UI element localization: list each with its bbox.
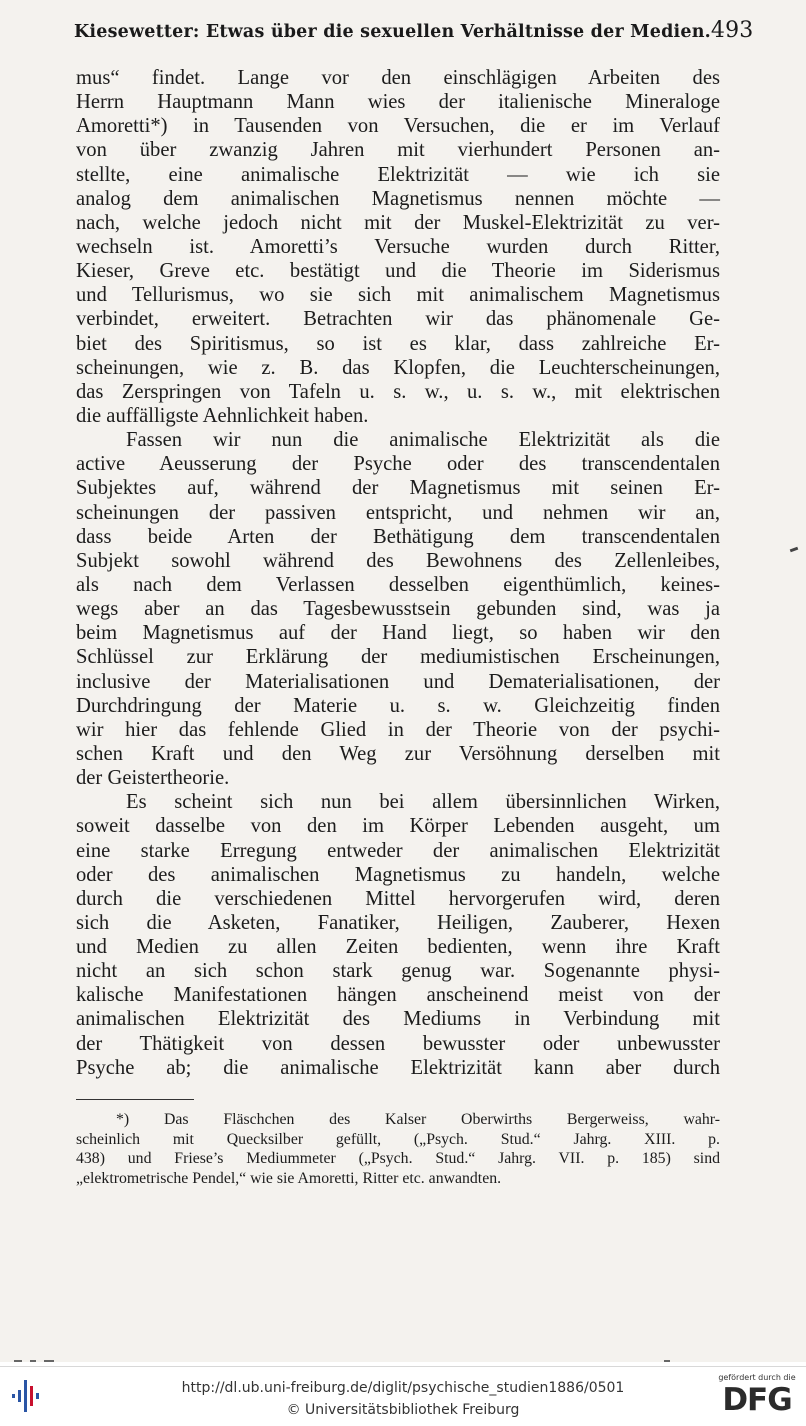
text-line: Kieser, Greve etc. bestätigt und die Theorie im Siderismus [76,260,720,283]
text-line: und Tellurismus, wo sie sich mit animalischem Magnetismus [76,284,720,307]
footnote-rule [76,1099,194,1100]
footnote-line: *) Das Fläschchen des Kalser Oberwirths Bergerweiss, wahr- [116,1111,720,1128]
document-url[interactable]: http://dl.ub.uni-freiburg.de/diglit/psychische_studien1886/0501 [181,1380,625,1396]
text-line: von über zwanzig Jahren mit vierhundert Personen an- [76,139,720,162]
text-line: dass beide Arten der Bethätigung dem transcendentalen [76,525,720,548]
text-line: kalische Manifestationen hängen anscheinend meist von der [76,984,720,1007]
copyright-notice: © Universitätsbibliothek Freiburg [286,1402,520,1418]
text-line: die auffälligste Aehnlichkeit haben. [76,404,369,427]
text-line: soweit dasselbe von den im Körper Lebenden ausgeht, um [76,815,720,838]
text-line: Amoretti*) in Tausenden von Versuchen, die er im Verlauf [76,115,720,138]
text-line: sich die Asketen, Fanatiker, Heiligen, Zauberer, Hexen [76,911,720,934]
dfg-logo-icon[interactable]: DFG [722,1382,792,1418]
text-line: und Medien zu allen Zeiten bedienten, wenn ihre Kraft [76,936,720,959]
text-line: das Zerspringen von Tafeln u. s. w., u. s. w., mit elektrischen [76,380,720,403]
footnote [76,1110,720,1188]
text-line: analog dem animalischen Magnetismus nennen möchte — [76,187,720,210]
text-line: Psyche ab; die animalische Elektrizität kann aber durch [76,1056,720,1079]
text-line: nicht an sich schon stark genug war. Sogenannte physi- [76,960,720,983]
text-line: inclusive der Materialisationen und Dematerialisationen, der [76,670,720,693]
sponsor-caption: gefördert durch die [718,1373,796,1382]
text-line: Schlüssel zur Erklärung der mediumistischen Erscheinungen, [76,646,720,669]
text-line: nach, welche jedoch nicht mit der Muskel-Elektrizität zu ver- [76,211,720,234]
text-line: wechseln ist. Amoretti’s Versuche wurden durch Ritter, [76,235,720,258]
text-line: beim Magnetismus auf der Hand liegt, so haben wir den [76,622,720,645]
text-line: durch die verschiedenen Mittel hervorgerufen wird, deren [76,887,720,910]
edge-dash [44,1360,54,1362]
text-line: scheinungen, wie z. B. das Klopfen, die Leuchterscheinungen, [76,356,720,379]
margin-speck [790,547,799,553]
text-line: Herrn Hauptmann Mann wies der italienische Mineraloge [76,91,720,114]
text-line: Subjektes auf, während der Magnetismus mit seinen Er- [76,477,720,500]
edge-dash [30,1360,36,1362]
running-title: Kiesewetter: Etwas über die sexuellen Verhältnisse der Medien. [74,22,711,42]
text-line: wegs aber an das Tagesbewusstsein gebunden sind, was ja [76,598,720,621]
text-line: stellte, eine animalische Elektrizität — wie ich sie [76,163,720,186]
page-number: 493 [710,18,754,43]
text-line: eine starke Erregung entweder der animalischen Elektrizität [76,839,720,862]
page-edge-marks [0,1356,806,1366]
body-text [76,66,720,1080]
text-line: animalischen Elektrizität des Mediums in Verbindung mit [76,1008,720,1031]
text-line: der Thätigkeit von dessen bewusster oder unbewusster [76,1032,720,1055]
text-line: wir hier das fehlende Glied in der Theorie von der psychi- [76,718,720,741]
text-line: biet des Spiritismus, so ist es klar, dass zahlreiche Er- [76,332,720,355]
text-line: Es scheint sich nun bei allem übersinnlichen Wirken, [126,791,720,814]
text-line: scheinungen der passiven entspricht, und nehmen wir an, [76,501,720,524]
edge-dash [664,1360,670,1362]
text-line: Durchdringung der Materie u. s. w. Gleichzeitig finden [76,694,720,717]
footnote-line: scheinlich mit Quecksilber gefüllt, („Psych. Stud.“ Jahrg. XIII. p. [76,1130,720,1148]
text-line: Fassen wir nun die animalische Elektrizität als die [126,429,720,452]
text-line: schen Kraft und den Weg zur Versöhnung derselben mit [76,742,720,765]
text-line: oder des animalischen Magnetismus zu handeln, welche [76,863,720,886]
footnote-line: „elektrometrische Pendel,“ wie sie Amoretti, Ritter etc. anwandten. [76,1169,502,1187]
edge-dash [14,1360,22,1362]
text-line: verbindet, erweitert. Betrachten wir das phänomenale Ge- [76,308,720,331]
text-line: der Geistertheorie. [76,767,230,790]
text-line: active Aeusserung der Psyche oder des transcendentalen [76,453,720,476]
running-head [74,18,754,43]
footnote-line: 438) und Friese’s Mediummeter („Psych. Stud.“ Jahrg. VII. p. 185) sind [76,1150,720,1167]
text-line: Subjekt sowohl während des Bewohnens des Zellenleibes, [76,549,720,572]
text-line: als nach dem Verlassen desselben eigenthümlich, keines- [76,573,720,596]
text-line: mus“ findet. Lange vor den einschlägigen Arbeiten des [76,67,720,89]
